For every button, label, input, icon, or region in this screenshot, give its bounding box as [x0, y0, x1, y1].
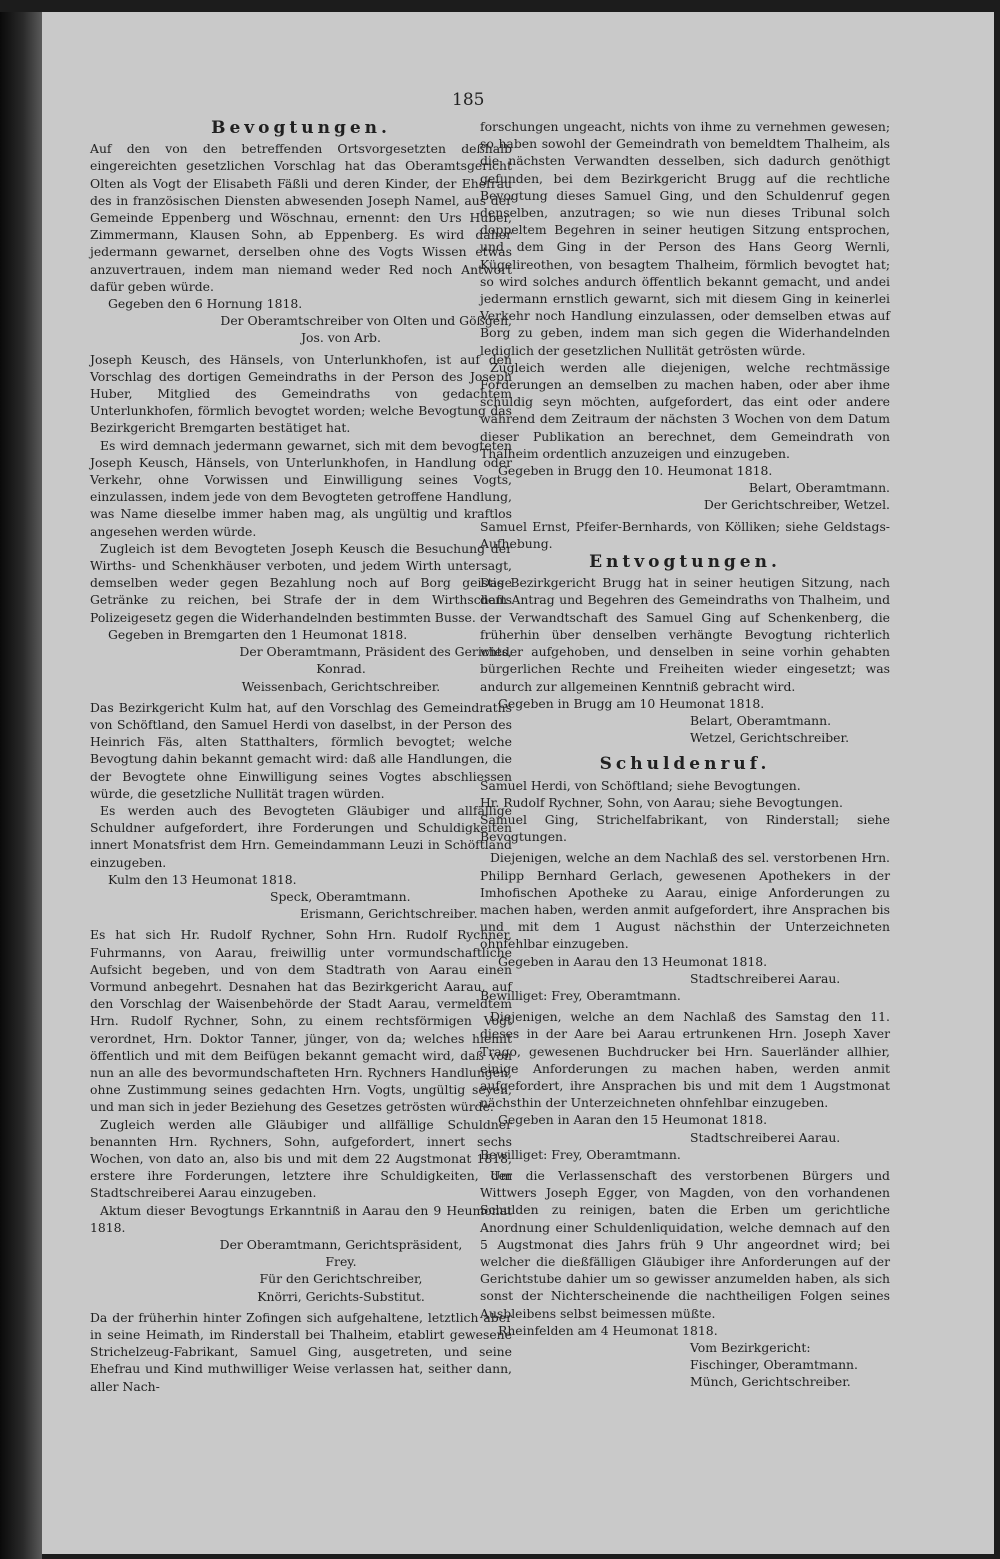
notice-signature: Wetzel, Gerichtschreiber. — [690, 730, 850, 746]
notice-signature: Der Oberamtmann, Präsident des Gerichts, — [239, 644, 512, 660]
heading-schuldenruf: Schuldenruf. — [599, 754, 771, 775]
notice-signature: Jos. von Arb. — [301, 330, 381, 346]
heading-entvogtungen: Entvogtungen. — [589, 552, 781, 573]
notice-paragraph: Aktum dieser Bevogtungs Erkanntniß in Aarau den 9 Heumonat 1818. — [90, 1202, 512, 1235]
notice-signature: Belart, Oberamtmann. — [690, 712, 832, 728]
notice-signature: Fischinger, Oberamtmann. — [690, 1357, 858, 1373]
right-column — [480, 118, 890, 1391]
notice-paragraph: Um die Verlassenschaft des verstorbenen Bürgers und Wittwers Joseph Egger, von Magden, von den vorhandenen Schulden zu reinigen, baten die Erben um gerichtliche Anordnung einer Schuldenliquidation, welche demnach auf den 5 Augstmonat dies Jahrs früh 9 Uhr angeordnet wird; bei welcher die dießfälligen Gläubiger ihre Anforderungen auf der Gerichtstube dahier um so gewisser anzumelden haben, als sich sonst der Nichterscheinende die nachtheiligen Folgen seines Ausbleibens selbst beimessen müßte. — [480, 1167, 890, 1321]
notice-paragraph: Da der früherhin hinter Zofingen sich aufgehaltene, letztlich aber in seine Heimath, im Rinderstall bei Thalheim, etablirt gewesene Strichelzeug-Fabrikant, Samuel Ging, ausgetreten, und seine Ehefrau und Kind muthwilliger Weise verlassen hat, seither dann, aller Nach- — [90, 1309, 512, 1394]
notice-date: Gegeben in Brugg am 10 Heumonat 1818. — [498, 695, 765, 711]
notice-paragraph: Bewilliget: Frey, Oberamtmann. — [480, 987, 681, 1003]
notice-paragraph: Diejenigen, welche an dem Nachlaß des sel. verstorbenen Hrn. Philipp Bernhard Gerlach, gewesenen Apothekers in der Imhofischen Apotheke zu Aarau, einige Anforderungen zu machen haben, werden anmit aufgefordert, ihre Ansprachen bis und mit dem 1 August nächsthin der Unterzeichneten ohnfehlbar einzugeben. — [480, 850, 890, 952]
notice-signature: Stadtschreiberei Aarau. — [690, 1129, 841, 1145]
notice-signature: Der Oberamtschreiber von Olten und Gößgen, — [220, 313, 512, 329]
notice-paragraph: Diejenigen, welche an dem Nachlaß des Samstag den 11. dieses in der Aare bei Aarau ertrunkenen Hrn. Joseph Xaver Trago, gewesenen Buchdrucker bei Hrn. Sauerländer allhier, einige Anforderungen zu machen haben, werden anmit aufgefordert, ihre Ansprachen bis und mit dem 1 Augstmonat nächsthin der Unterzeichneten ohnfehlbar einzugeben. — [480, 1009, 890, 1111]
notice-paragraph: Samuel Ernst, Pfeifer-Bernhards, von Kölliken; siehe Geldstags-Aufhebung. — [480, 518, 890, 551]
notice-signature: Weissenbach, Gerichtschreiber. — [241, 678, 441, 694]
notice-paragraph: Es wird demnach jedermann gewarnet, sich mit dem bevogteten Joseph Keusch, Hänsels, von Unterlunkhofen, in Handlung oder Verkehr, ohne Vorwissen und Einwilligung seines Vogts, einzulassen, indem jede von dem Bevogteten getroffene Handlung, was Name dieselbe immer haben mag, als ungültig und kraftlos angesehen werden würde. — [90, 437, 512, 539]
notice-signature: Der Oberamtmann, Gerichtspräsident, — [219, 1237, 463, 1252]
notice-date: Gegeben in Aaran den 15 Heumonat 1818. — [498, 1112, 768, 1128]
notice-paragraph: Joseph Keusch, des Hänsels, von Unterlunkhofen, ist auf den Vorschlag des dortigen Gemeindraths in der Person des Joseph Huber, Mitglied des Gemeindraths von gedachtem Unterlunkhofen, förmlich bevogtet worden; welche Bevogtung das Bezirkgericht Bremgarten bestätiget hat. — [90, 351, 512, 436]
notice-date: Gegeben in Brugg den 10. Heumonat 1818. — [498, 463, 773, 479]
notice-signature: Konrad. — [316, 661, 366, 677]
notice-paragraph: Hr. Rudolf Rychner, Sohn, von Aarau; siehe Bevogtungen. — [480, 794, 843, 810]
notice-date: Rheinfelden am 4 Heumonat 1818. — [498, 1322, 718, 1338]
notice-date: Kulm den 13 Heumonat 1818. — [108, 871, 297, 887]
notice-paragraph: Es hat sich Hr. Rudolf Rychner, Sohn Hrn. Rudolf Rychner, Fuhrmanns, von Aarau, freiwillig unter vormundschaftliche Aufsicht begeben, und von dem Stadtrath von Aarau einen Vormund anbegehrt. Desnahen hat das Bezirkgericht Aarau, auf den Vorschlag der Waisenbehörde der Stadt Aarau, vermeldtem Hrn. Rudolf Rychner, Sohn, zu einem rechtsförmigen Vogt verordnet, Hrn. Doktor Tanner, jünger, von da; welches hiemit öffentlich und mit dem Beifügen bekannt gemacht wird, daß von nun an alle des bevormundschafteten Hrn. Rychners Handlungen, ohne Zustimmung seines gedachten Hrn. Vogts, ungültig seyen, und man sich in jeder Beziehung des Gesetzes getrösten würde. — [90, 927, 512, 1115]
notice-paragraph: Samuel Ging, Strichelfabrikant, von Rinderstall; siehe Bevogtungen. — [480, 811, 890, 845]
notice-paragraph: Zugleich werden alle diejenigen, welche rechtmässige Forderungen an demselben zu machen haben, oder aber ihme schuldig seyn möchten, aufgefordert, das eint oder andere während dem Zeitraum der nächsten 3 Wochen von dem Datum dieser Publikation an berechnet, dem Gemeindrath von Thalheim ordentlich anzuzeigen und einzugeben. — [480, 359, 890, 461]
notice-date: Gegeben in Aarau den 13 Heumonat 1818. — [498, 953, 768, 969]
notice-signature: Vom Bezirkgericht: — [690, 1340, 811, 1356]
document-page — [42, 12, 994, 1554]
notice-signature: Speck, Oberamtmann. — [270, 888, 411, 904]
notice-paragraph: Zugleich ist dem Bevogteten Joseph Keusch die Besuchung der Wirths- und Schenkhäuser verboten, und jedem Wirth untersagt, demselben weder gegen Bezahlung noch auf Borg geistige Getränke zu reichen, bei Strafe der in dem Wirthschafts Polizeigesetz gegen die Widerhandelnden bestimmten Busse. — [90, 540, 512, 625]
page-binding-edge — [0, 12, 42, 1559]
notice-paragraph: Das Bezirkgericht Brugg hat in seiner heutigen Sitzung, nach dem Antrag und Begehren des Gemeindraths von Thalheim, und der Verwandtschaft des Samuel Ging auf Schenkenberg, die früherhin über denselben verhängte Bevogtung richterlich wieder aufgehoben, und denselben in seine vorhin gehabten bürgerlichen Rechte und Freiheiten wieder eingesetzt; was andurch zur allgemeinen Kenntniß gebracht wird. — [480, 575, 890, 694]
notice-paragraph: Auf den von den betreffenden Ortsvorgesetzten deßhalb eingereichten gesetzlichen Vorschlag hat das Oberamtsgericht Olten als Vogt der Elisabeth Fäßli und deren Kinder, der Ehefrau des in französischen Diensten abwesenden Joseph Namel, aus der Gemeinde Eppenberg und Wöschnau, ernennt: den Urs Huber, Zimmermann, Klausen Sohn, ab Eppenberg. Es wird daher jedermann gewarnet, derselben ohne des Vogts Wissen etwas anzuvertrauen, indem man niemand weder Red noch Antwort dafür geben würde. — [90, 141, 512, 294]
notice-paragraph: Zugleich werden alle Gläubiger und allfällige Schuldner benannten Hrn. Rychners, Sohn, aufgefordert, innert sechs Wochen, von dato an, also bis und mit dem 22 Augstmonat 1818, erstere ihre Forderungen, letztere ihre Schuldigkeiten, der Stadtschreiberei Aarau einzugeben. — [90, 1116, 512, 1201]
notice-signature: Für den Gerichtschreiber, — [259, 1271, 423, 1287]
notice-paragraph: Das Bezirkgericht Kulm hat, auf den Vorschlag des Gemeindraths von Schöftland, den Samuel Herdi von daselbst, in der Person des Heinrich Fäs, alten Statthalters, förmlich bevogtet; welche Bevogtung dahin bekannt gemacht wird: daß alle Handlungen, die der Bevogtete ohne Einwilligung seines Vogtes abschliessen würde, die gesetzliche Nullität tragen würden. — [90, 699, 512, 801]
notice-paragraph: Samuel Herdi, von Schöftland; siehe Bevogtungen. — [480, 777, 801, 793]
page-number: 185 — [452, 90, 485, 110]
notice-paragraph: Es werden auch des Bevogteten Gläubiger und allfällige Schuldner aufgefordert, ihre Forderungen und Schuldigkeiten innert Monatsfrist dem Hrn. Gemeindammann Leuzi in Schöftland einzugeben. — [90, 802, 512, 870]
notice-signature: Frey. — [325, 1254, 357, 1270]
notice-date: Gegeben den 6 Hornung 1818. — [108, 296, 303, 312]
left-column — [90, 118, 512, 1395]
notice-signature: Knörri, Gerichts-Substitut. — [257, 1288, 425, 1304]
notice-signature: Stadtschreiberei Aarau. — [690, 970, 841, 986]
notice-date: Gegeben in Bremgarten den 1 Heumonat 1818. — [108, 626, 408, 642]
notice-signature: Der Gerichtschreiber, Wetzel. — [703, 497, 890, 513]
heading-bevogtungen: Bevogtungen. — [211, 118, 391, 138]
notice-paragraph: Bewilliget: Frey, Oberamtmann. — [480, 1146, 681, 1162]
notice-signature: Belart, Oberamtmann. — [748, 480, 890, 496]
notice-signature: Münch, Gerichtschreiber. — [690, 1374, 851, 1390]
notice-signature: Erismann, Gerichtschreiber. — [300, 906, 478, 922]
notice-paragraph: forschungen ungeacht, nichts von ihme zu vernehmen gewesen; so haben sowohl der Gemeindrath von bemeldtem Thalheim, als die nächsten Verwandten desselben, sich dadurch genöthigt gefunden, bei dem Bezirkgericht Brugg auf die rechtliche Bevogtung dieses Samuel Ging, und den Schuldenruf gegen denselben, anzutragen; so wie nun dieses Tribunal solch doppeltem Begehren in seiner heutigen Sitzung entsprochen, und dem Ging in der Person des Hans Georg Wernli, Kügelireothen, von besagtem Thalheim, förmlich bevogtet hat; so wird solches andurch öffentlich bekannt gemacht, und andei jedermann ernstlich gewarnt, sich mit diesem Ging in keinerlei Verkehr noch Handlung einzulassen, oder demselben etwas auf Borg zu geben, indem man sich gegen die Widerhandelnden lediglich der gesetzlichen Nullität getrösten würde. — [480, 119, 890, 358]
